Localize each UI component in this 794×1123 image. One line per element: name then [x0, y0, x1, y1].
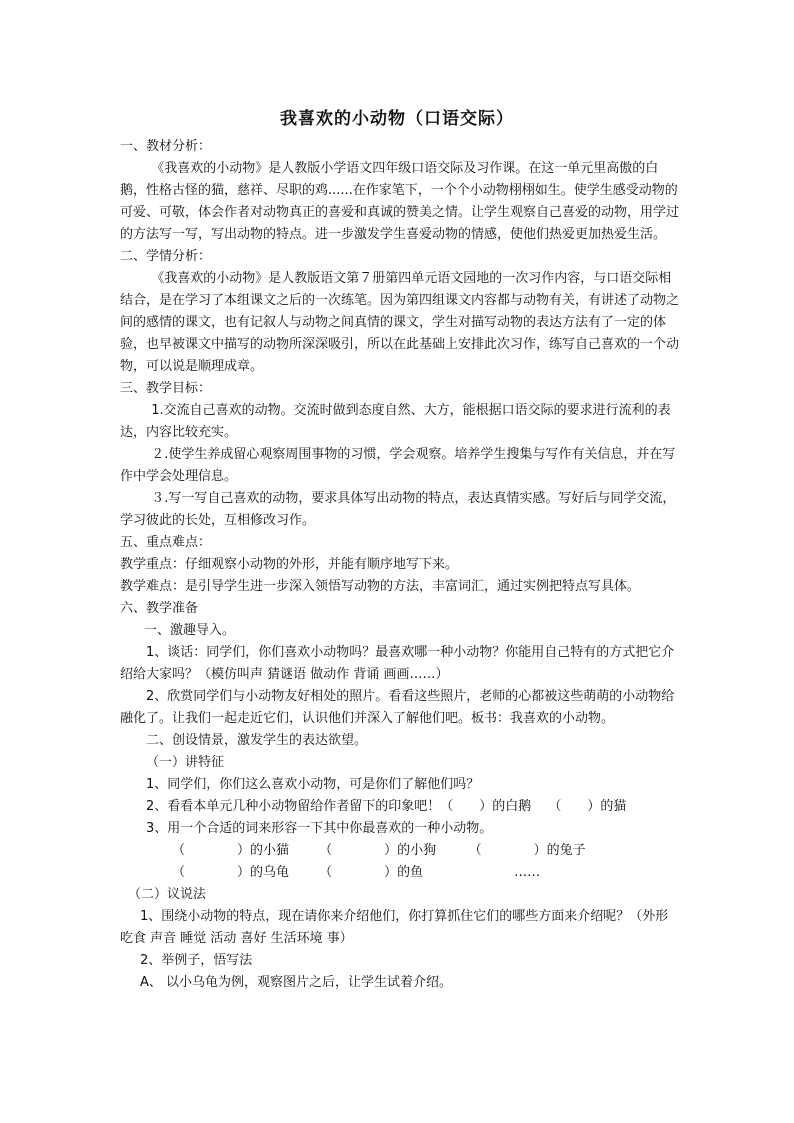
discussion-item-3: A、 以小乌龟为例，观察图片之后，让学生试着介绍。	[140, 975, 453, 990]
section-heading-keypoints: 五、重点难点：	[120, 535, 212, 550]
goal-item-2: ２.使学生养成留心观察周围事物的习惯，学会观察。培养学生搜集与写作有关信息，并在写作中学会处理信息。	[120, 447, 676, 484]
section-heading-preparation: 六、教学准备	[120, 601, 199, 616]
step-intro-item-1: 1、谈话：同学们，你们喜欢小动物吗？最喜欢哪一种小动物？你能用自己特有的方式把它介绍给大家吗？（模仿叫声 猜谜语 做动作 背诵 画画……）	[120, 645, 675, 682]
discussion-item-1: 1、围绕小动物的特点，现在请你来介绍他们，你打算抓住它们的哪些方面来介绍呢？（外形 吃食 声音 睡觉 活动 喜好 生活环境 事）	[120, 909, 669, 946]
section-heading-goals: 三、教学目标：	[120, 381, 212, 396]
paragraph-analysis: 《我喜欢的小动物》是人教版小学语文四年级口语交际及习作课。在这一单元里高傲的白鹅，性格古怪的猫，慈祥、尽职的鸡......在作家笔下，一个个小动物栩栩如生。使学生感受动物的可爱、可敬，体会作者对动物真正的喜爱和真诚的赞美之情。让学生观察自己喜爱的动物，用学过的方法写一写，写出动物的特点。进一步激发学生喜爱动物的情感，使他们热爱更加热爱生活。	[120, 161, 680, 242]
section-heading-analysis: 一、教材分析：	[120, 139, 212, 154]
features-item-2: 2、看看本单元几种小动物留给作者留下的印象吧！（ ）的白鹅 （ ）的猫	[146, 799, 627, 814]
paragraph-learners: 《我喜欢的小动物》是人教版语文第７册第四单元语文园地的一次习作内容，与口语交际相结合，是在学习了本组课文之后的一次练笔。因为第四组课文内容都与动物有关，有讲述了动物之间的感情的课文，也有记叙人与动物之间真情的课文，学生对描写动物的表达方法有了一定的体验，也早被课文中描写的动物所深深吸引，所以在此基础上安排此次习作，练写自己喜欢的一个动物，可以说是顺理成章。	[120, 271, 680, 374]
fill-blank-row-1: （ ）的小猫 （ ）的小狗 （ ）的兔子	[172, 843, 586, 858]
step-scenario: 二、创设情景，激发学生的表达欲望。	[146, 733, 368, 748]
discussion-item-2: 2、举例子，悟写法	[140, 953, 253, 968]
step-intro: 一、激趣导入。	[144, 623, 236, 638]
step-intro-item-2: 2、欣赏同学们与小动物友好相处的照片。看看这些照片，老师的心都被这些萌萌的小动物给融化了。让我们一起走近它们，认识他们并深入了解他们吧。板书：我喜欢的小动物。	[120, 689, 675, 726]
subsection-discussion: （二）议说法	[128, 887, 207, 902]
features-item-3: 3、用一个合适的词来形容一下其中你最喜欢的一种小动物。	[146, 821, 493, 836]
fill-blank-row-2: （ ）的乌龟 （ ）的鱼 ……	[172, 865, 541, 880]
key-point: 教学重点：仔细观察小动物的外形，并能有顺序地写下来。	[120, 557, 459, 572]
subsection-features: （一）讲特征	[146, 755, 225, 770]
goal-item-3: ３.写一写自己喜欢的动物，要求具体写出动物的特点，表达真情实感。写好后与同学交流，学习彼此的长处，互相修改习作。	[120, 491, 676, 528]
features-item-1: 1、同学们，你们这么喜欢小动物，可是你们了解他们吗？	[146, 777, 480, 792]
section-heading-learners: 二、学情分析：	[120, 249, 212, 264]
document-body	[120, 136, 680, 994]
difficult-point: 教学难点：是引导学生进一步深入领悟写动物的方法，丰富词汇，通过实例把特点写具体。	[120, 579, 641, 594]
document-title: 我喜欢的小动物（口语交际）	[280, 109, 514, 129]
goal-item-1: 1.交流自己喜欢的动物。交流时做到态度自然、大方，能根据口语交际的要求进行流利的表达，内容比较充实。	[120, 403, 671, 440]
